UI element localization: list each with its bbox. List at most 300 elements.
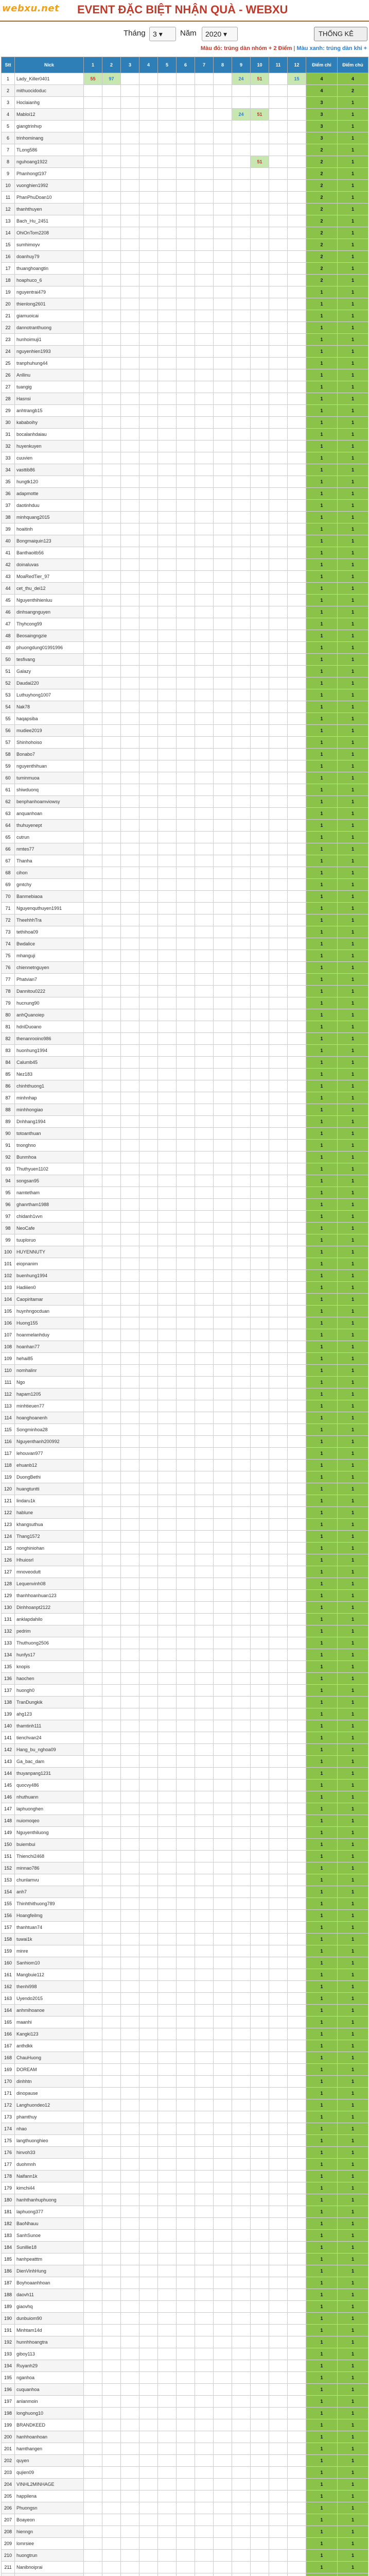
row-cell [288, 1566, 306, 1578]
row-cell [158, 1673, 177, 1685]
column-header: 8 [214, 57, 232, 73]
row-nick[interactable]: langthuonghieo [15, 2135, 84, 2147]
row-nick[interactable]: Hasnsi [15, 393, 84, 405]
row-nick[interactable]: tienchvan24 [15, 1732, 84, 1744]
row-nick[interactable]: gmtchy [15, 879, 84, 891]
row-nick[interactable]: Langhuondeo12 [15, 2099, 84, 2111]
row-nick[interactable]: namtetham [15, 1187, 84, 1199]
row-nick[interactable]: songsan95 [15, 1175, 84, 1187]
row-nick[interactable]: hienngn [15, 2526, 84, 2538]
row-nick[interactable]: dunbuiom90 [15, 2313, 84, 2325]
row-nick[interactable]: quocvy486 [15, 1780, 84, 1791]
row-nick[interactable]: Calumb45 [15, 1057, 84, 1069]
row-nick[interactable]: Songminhoa28 [15, 1424, 84, 1436]
row-nick[interactable]: MoaRedTier_97 [15, 571, 84, 583]
row-nick[interactable]: buiembui [15, 1839, 84, 1851]
row-score-primary: 1 [306, 1519, 338, 1531]
row-nick[interactable]: chunlamvu [15, 1874, 84, 1886]
row-nick[interactable]: Thuthyuen1102 [15, 1163, 84, 1175]
row-nick[interactable]: Phanhongt197 [15, 168, 84, 180]
row-nick[interactable]: giboy113 [15, 2348, 84, 2360]
row-nick[interactable]: Ga_bac_dam [15, 1756, 84, 1768]
row-cell [177, 1306, 195, 1317]
row-cell [232, 2182, 251, 2194]
row-nick[interactable]: dinhsangnguyen [15, 606, 84, 618]
row-nick[interactable]: kimchi44 [15, 2182, 84, 2194]
row-cell [232, 1839, 251, 1851]
row-score-primary: 1 [306, 2182, 338, 2194]
row-nick[interactable]: hdnlDuoano [15, 1021, 84, 1033]
row-cell [214, 2028, 232, 2040]
row-cell [121, 2443, 139, 2455]
row-nick[interactable]: huongtrun [15, 2550, 84, 2562]
row-cell [232, 452, 251, 464]
row-nick[interactable]: chiennetnguyen [15, 962, 84, 974]
row-nick[interactable]: PhanPhuDoan10 [15, 192, 84, 204]
row-score-primary: 1 [306, 2088, 338, 2099]
row-cell [102, 1211, 121, 1223]
row-cell [288, 1886, 306, 1898]
row-nick[interactable]: Nez183 [15, 1069, 84, 1080]
row-cell [195, 2040, 214, 2052]
row-cell [139, 855, 158, 867]
row-nick[interactable]: haochen [15, 1673, 84, 1685]
row-nick[interactable]: nonghiniohan [15, 1543, 84, 1554]
row-nick[interactable]: minhhongiao [15, 1104, 84, 1116]
row-nick[interactable]: chinhthuong1 [15, 1080, 84, 1092]
row-nick[interactable]: Luthuyhong1007 [15, 689, 84, 701]
row-cell [214, 1329, 232, 1341]
row-nick[interactable]: hanhhoanhoan [15, 2431, 84, 2443]
table-row [2, 772, 368, 784]
row-cell [139, 97, 158, 109]
row-cell [84, 2490, 102, 2502]
row-cell [121, 310, 139, 322]
row-nick[interactable]: nganhoa [15, 2372, 84, 2384]
row-nick[interactable]: hunhoimuji1 [15, 334, 84, 346]
row-cell [269, 2455, 288, 2467]
row-nick[interactable]: Caopiritamar [15, 1294, 84, 1306]
row-score-primary: 1 [306, 1578, 338, 1590]
row-nick[interactable] [15, 2573, 84, 2576]
row-cell [84, 1282, 102, 1294]
row-nick[interactable]: Ngo [15, 1377, 84, 1388]
row-cell [195, 1531, 214, 1543]
table-row [2, 1223, 368, 1234]
row-nick[interactable]: tuangig [15, 381, 84, 393]
row-nick[interactable]: kababoihy [15, 417, 84, 429]
row-nick[interactable]: haqapsiba [15, 713, 84, 725]
row-cell [269, 2348, 288, 2360]
row-nick[interactable]: thenhi998 [15, 1981, 84, 1993]
row-cell [214, 2111, 232, 2123]
row-cell [84, 2040, 102, 2052]
row-nick[interactable]: TheehhhTra [15, 914, 84, 926]
row-score-secondary: 1 [338, 891, 368, 903]
row-nick[interactable]: Bongmaiquin123 [15, 535, 84, 547]
row-cell [139, 1969, 158, 1981]
row-nick[interactable]: HUYENNUTY [15, 1246, 84, 1258]
row-nick[interactable]: Mabloi12 [15, 109, 84, 121]
row-nick[interactable]: giaovhq [15, 2301, 84, 2313]
row-cell [158, 1708, 177, 1720]
row-cell [158, 962, 177, 974]
row-nick[interactable]: giangtrinhvp [15, 121, 84, 132]
row-nick[interactable]: Naifann1k [15, 2171, 84, 2182]
row-nick[interactable]: Hang_bu_nghoa09 [15, 1744, 84, 1756]
row-nick[interactable]: hoaitinh [15, 523, 84, 535]
row-cell [158, 369, 177, 381]
row-score-secondary: 1 [338, 310, 368, 322]
row-cell [251, 1317, 269, 1329]
row-cell [158, 2538, 177, 2550]
row-nick[interactable]: Phuongsn [15, 2502, 84, 2514]
row-nick[interactable]: Dinhhoanpt2122 [15, 1602, 84, 1614]
row-cell [232, 618, 251, 630]
row-cell [121, 808, 139, 820]
row-cell [269, 192, 288, 204]
row-nick[interactable]: tuwai1k [15, 1934, 84, 1945]
row-cell [195, 1981, 214, 1993]
row-cell [177, 1685, 195, 1697]
row-nick[interactable]: knopis [15, 1661, 84, 1673]
row-nick[interactable]: TLong586 [15, 144, 84, 156]
row-nick[interactable]: Galazy [15, 666, 84, 677]
row-nick[interactable]: Dannitou0222 [15, 986, 84, 997]
row-nick[interactable]: ChauHuong [15, 2052, 84, 2064]
row-score-secondary: 1 [338, 1851, 368, 1862]
row-nick[interactable]: OhiOnTom2208 [15, 227, 84, 239]
row-nick[interactable]: hunfys17 [15, 1649, 84, 1661]
row-nick[interactable]: nhao [15, 2123, 84, 2135]
row-nick[interactable]: hapam1205 [15, 1388, 84, 1400]
row-cell [251, 2408, 269, 2419]
row-nick[interactable]: minre [15, 1945, 84, 1957]
row-nick[interactable]: Hadiiien0 [15, 1282, 84, 1294]
row-cell [251, 2348, 269, 2360]
row-nick[interactable]: huangtuntti [15, 1483, 84, 1495]
row-nick[interactable]: nmtes77 [15, 843, 84, 855]
row-nick[interactable]: thienlong2601 [15, 298, 84, 310]
row-nick[interactable]: benphanhoamviowsy [15, 796, 84, 808]
table-row [2, 405, 368, 417]
row-cell [177, 559, 195, 571]
row-nick[interactable]: hablune [15, 1507, 84, 1519]
row-cell [195, 737, 214, 749]
row-nick[interactable]: Thienchi2468 [15, 1851, 84, 1862]
row-nick[interactable]: huonhung1994 [15, 1045, 84, 1057]
row-cell [177, 1483, 195, 1495]
row-nick[interactable]: Shinhohoiso [15, 737, 84, 749]
row-nick[interactable]: nguyenthihuan [15, 760, 84, 772]
row-nick[interactable]: anquanhoan [15, 808, 84, 820]
row-nick[interactable]: Hoclaianhg [15, 97, 84, 109]
row-nick[interactable]: thuhuyenept [15, 820, 84, 832]
row-score-secondary: 1 [338, 2218, 368, 2230]
row-nick[interactable]: mnoveodutt [15, 1566, 84, 1578]
row-cell [214, 322, 232, 334]
row-cell [139, 1353, 158, 1365]
row-nick[interactable]: Thanha [15, 855, 84, 867]
row-nick[interactable]: hunnhhoangtra [15, 2336, 84, 2348]
row-nick[interactable]: tuuploruo [15, 1234, 84, 1246]
row-nick[interactable]: Sunillie18 [15, 2242, 84, 2253]
table-row [2, 2111, 368, 2123]
row-nick[interactable]: happilena [15, 2490, 84, 2502]
row-nick[interactable]: Thinhthithuong789 [15, 1898, 84, 1910]
row-nick[interactable]: ahg123 [15, 1708, 84, 1720]
row-nick[interactable]: Mangbuie112 [15, 1969, 84, 1981]
row-nick[interactable]: qujien09 [15, 2467, 84, 2479]
row-nick[interactable]: nuiomoqeo [15, 1815, 84, 1827]
row-nick[interactable]: chidanh1vvn [15, 1211, 84, 1223]
row-nick[interactable]: Bonabo7 [15, 749, 84, 760]
row-cell [158, 263, 177, 275]
row-nick[interactable]: VINHL2MINHAGE [15, 2479, 84, 2490]
row-nick[interactable]: mithuocidoduc [15, 85, 84, 97]
row-nick[interactable]: lindaru1k [15, 1495, 84, 1507]
row-nick[interactable]: vasttib86 [15, 464, 84, 476]
row-nick[interactable]: lomrsiee [15, 2538, 84, 2550]
row-nick[interactable]: laphuonghen [15, 1803, 84, 1815]
row-nick[interactable]: DienVinhHung [15, 2265, 84, 2277]
row-nick[interactable]: anlanmoin [15, 2396, 84, 2408]
row-nick[interactable]: Lequenvinh08 [15, 1578, 84, 1590]
row-nick[interactable]: lehouvan977 [15, 1448, 84, 1460]
row-cell [251, 583, 269, 595]
row-nick[interactable]: minhnhap [15, 1092, 84, 1104]
row-nick[interactable]: tranphuhung44 [15, 358, 84, 369]
row-cell [214, 2372, 232, 2384]
row-nick[interactable]: minhquang2015 [15, 512, 84, 523]
row-nick[interactable]: dinhhtn [15, 2076, 84, 2088]
row-nick[interactable]: Huong155 [15, 1317, 84, 1329]
row-nick[interactable]: eiopnanim [15, 1258, 84, 1270]
row-nick[interactable]: cuquanhoa [15, 2384, 84, 2396]
row-nick[interactable]: Boayeon [15, 2514, 84, 2526]
row-nick[interactable]: Banmebiaoa [15, 891, 84, 903]
row-nick[interactable]: Beosaingngzie [15, 630, 84, 642]
row-nick[interactable]: hoaphuco_6 [15, 275, 84, 286]
row-nick[interactable]: tethihoa09 [15, 926, 84, 938]
row-nick[interactable]: totoanthuan [15, 1128, 84, 1140]
row-nick[interactable]: cutrun [15, 832, 84, 843]
row-nick[interactable]: thanhthuyen [15, 204, 84, 215]
site-logo[interactable]: webxu.net [2, 3, 60, 14]
row-nick[interactable]: Nguyenthanh200992 [15, 1436, 84, 1448]
row-cell [269, 2005, 288, 2016]
row-nick[interactable]: SanhSunoe [15, 2230, 84, 2242]
row-nick[interactable]: Nguyenquthuyen1991 [15, 903, 84, 914]
row-cell [102, 1080, 121, 1092]
row-nick[interactable]: anthdkk [15, 2040, 84, 2052]
row-nick[interactable]: giamuoicai [15, 310, 84, 322]
row-nick[interactable]: Bunmhoa [15, 1151, 84, 1163]
row-index: 64 [2, 820, 15, 832]
row-nick[interactable]: khangsuthua [15, 1519, 84, 1531]
month-select[interactable] [149, 27, 176, 41]
row-nick[interactable]: Boyhoaanhhoan [15, 2277, 84, 2289]
row-score-secondary: 1 [338, 1839, 368, 1851]
row-nick[interactable]: Nguyenthiluong [15, 1827, 84, 1839]
row-nick[interactable]: hoanhan77 [15, 1341, 84, 1353]
row-nick[interactable]: minnao786 [15, 1862, 84, 1874]
row-nick[interactable]: hanhpeatttm [15, 2253, 84, 2265]
row-cell [269, 1483, 288, 1495]
row-cell [102, 760, 121, 772]
row-nick[interactable]: Minhtam14d [15, 2325, 84, 2336]
row-nick[interactable]: hehai85 [15, 1353, 84, 1365]
row-nick[interactable]: buenhung1994 [15, 1270, 84, 1282]
row-nick[interactable]: Hoangfeilmg [15, 1910, 84, 1922]
row-nick[interactable]: BRANDKEED [15, 2419, 84, 2431]
row-nick[interactable]: Anllinu [15, 369, 84, 381]
row-nick[interactable]: hungtk120 [15, 476, 84, 488]
row-nick[interactable]: thanhtuan74 [15, 1922, 84, 1934]
row-nick[interactable]: Phatvian7 [15, 974, 84, 986]
row-nick[interactable]: trinhominang [15, 132, 84, 144]
row-cell [121, 2171, 139, 2182]
row-nick[interactable]: minhtieuen77 [15, 1400, 84, 1412]
row-cell [139, 2443, 158, 2455]
row-cell [139, 2277, 158, 2289]
row-nick[interactable]: BaoNhauu [15, 2218, 84, 2230]
row-nick[interactable]: Banthaoitb56 [15, 547, 84, 559]
row-nick[interactable]: cet_thu_dei12 [15, 583, 84, 595]
row-nick[interactable]: Thang1572 [15, 1531, 84, 1543]
row-nick[interactable]: phamthuy [15, 2111, 84, 2123]
row-nick[interactable]: phuongdung01991996 [15, 642, 84, 654]
row-nick[interactable]: Ruyanh29 [15, 2360, 84, 2372]
row-nick[interactable]: huongh0 [15, 1685, 84, 1697]
row-nick[interactable]: tnonghno [15, 1140, 84, 1151]
row-nick[interactable]: thamtinh111 [15, 1720, 84, 1732]
row-nick[interactable]: Hhuiosrl [15, 1554, 84, 1566]
row-nick[interactable]: thanhhoanhuan123 [15, 1590, 84, 1602]
row-score-primary: 1 [306, 488, 338, 500]
row-cell [251, 1128, 269, 1140]
row-cell [102, 689, 121, 701]
row-cell [102, 1649, 121, 1661]
row-nick[interactable]: daotinhduu [15, 500, 84, 512]
row-nick[interactable]: DuongBethi [15, 1471, 84, 1483]
row-nick[interactable]: dinopause [15, 2088, 84, 2099]
row-nick[interactable]: pedrim [15, 1625, 84, 1637]
row-nick[interactable]: Daudai220 [15, 677, 84, 689]
row-nick[interactable]: doinaluvas [15, 559, 84, 571]
row-nick[interactable]: nhuthuann [15, 1791, 84, 1803]
row-nick[interactable]: nguyenhien1993 [15, 346, 84, 358]
row-nick[interactable]: Lady_Killer0401 [15, 73, 84, 85]
row-nick[interactable]: Dnhhang1994 [15, 1116, 84, 1128]
row-nick[interactable]: anhQuanoiep [15, 1009, 84, 1021]
row-nick[interactable]: nguyentrai479 [15, 286, 84, 298]
row-nick[interactable]: Nanibnoiprai [15, 2562, 84, 2573]
row-nick[interactable]: nguhoang1922 [15, 156, 84, 168]
row-nick[interactable]: daovh11 [15, 2289, 84, 2301]
row-nick[interactable]: maanhi [15, 2016, 84, 2028]
row-cell [195, 2455, 214, 2467]
row-nick[interactable]: tesfivang [15, 654, 84, 666]
row-score-primary: 1 [306, 298, 338, 310]
row-nick[interactable]: quyen [15, 2455, 84, 2467]
row-score-secondary: 1 [338, 914, 368, 926]
row-nick[interactable]: Bach_Hu_2451 [15, 215, 84, 227]
row-cell [195, 926, 214, 938]
row-cell [139, 2052, 158, 2064]
row-nick[interactable]: ghanrtham1988 [15, 1199, 84, 1211]
row-nick[interactable]: sumhimoyv [15, 239, 84, 251]
row-nick[interactable]: mudiee2019 [15, 725, 84, 737]
row-nick[interactable]: duohmnh [15, 2159, 84, 2171]
row-nick[interactable]: doanhuy79 [15, 251, 84, 263]
row-nick[interactable]: Thuthuong2506 [15, 1637, 84, 1649]
row-cell [102, 2467, 121, 2479]
row-cell [177, 1140, 195, 1151]
row-nick[interactable]: ehuanb12 [15, 1460, 84, 1471]
row-nick[interactable]: anklapdahilo [15, 1614, 84, 1625]
row-nick[interactable]: anh7 [15, 1886, 84, 1898]
row-nick[interactable]: hamthangen [15, 2443, 84, 2455]
row-nick[interactable]: dannotranthuong [15, 322, 84, 334]
row-nick[interactable]: Uyendo2015 [15, 1993, 84, 2005]
stats-button[interactable]: THỐNG KÊ [314, 27, 367, 41]
row-nick[interactable]: Sanhiom10 [15, 1957, 84, 1969]
row-nick[interactable]: shiwduonq [15, 784, 84, 796]
row-nick[interactable]: thuanghoangtin [15, 263, 84, 275]
row-nick[interactable]: NeoCafe [15, 1223, 84, 1234]
row-nick[interactable]: cuuvien [15, 452, 84, 464]
row-cell [139, 997, 158, 1009]
row-nick[interactable]: hanhthanhuphuong [15, 2194, 84, 2206]
table-row [2, 2159, 368, 2171]
row-cell [214, 2573, 232, 2576]
row-nick[interactable]: nomhalinr [15, 1365, 84, 1377]
row-cell [158, 2040, 177, 2052]
row-nick[interactable]: huyenkuyen [15, 440, 84, 452]
row-nick[interactable]: bocalanhdaiau [15, 429, 84, 440]
year-select[interactable] [202, 27, 238, 41]
row-nick[interactable]: anhmihoanoe [15, 2005, 84, 2016]
row-nick[interactable]: huynhngocduan [15, 1306, 84, 1317]
row-nick[interactable]: longhuong10 [15, 2408, 84, 2419]
row-nick[interactable]: vuonghien1992 [15, 180, 84, 192]
row-nick[interactable]: Thyhcong99 [15, 618, 84, 630]
row-nick[interactable]: mhanguji [15, 950, 84, 962]
row-nick[interactable]: DOREAM [15, 2064, 84, 2076]
row-nick[interactable]: anhtrangb15 [15, 405, 84, 417]
row-nick[interactable]: hucnung90 [15, 997, 84, 1009]
row-score-secondary: 1 [338, 1886, 368, 1898]
row-nick[interactable]: adapmotte [15, 488, 84, 500]
row-nick[interactable]: tuminmuoa [15, 772, 84, 784]
row-nick[interactable]: cihon [15, 867, 84, 879]
row-score-primary: 1 [306, 1566, 338, 1578]
row-nick[interactable]: hoanmelanhduy [15, 1329, 84, 1341]
row-nick[interactable]: laphuong377 [15, 2206, 84, 2218]
row-nick[interactable]: thuyanpang1231 [15, 1768, 84, 1780]
row-nick[interactable]: Nguyenthihienluu [15, 595, 84, 606]
row-cell [195, 2526, 214, 2538]
row-nick[interactable]: hinvoh33 [15, 2147, 84, 2159]
row-nick[interactable]: Kangki123 [15, 2028, 84, 2040]
row-nick[interactable]: TranDungkik [15, 1697, 84, 1708]
row-score-primary: 1 [306, 1448, 338, 1460]
row-nick[interactable]: Bwdalice [15, 938, 84, 950]
row-nick[interactable]: thenanrooino986 [15, 1033, 84, 1045]
row-nick[interactable]: Nak78 [15, 701, 84, 713]
row-nick[interactable]: hoanghoanenh [15, 1412, 84, 1424]
